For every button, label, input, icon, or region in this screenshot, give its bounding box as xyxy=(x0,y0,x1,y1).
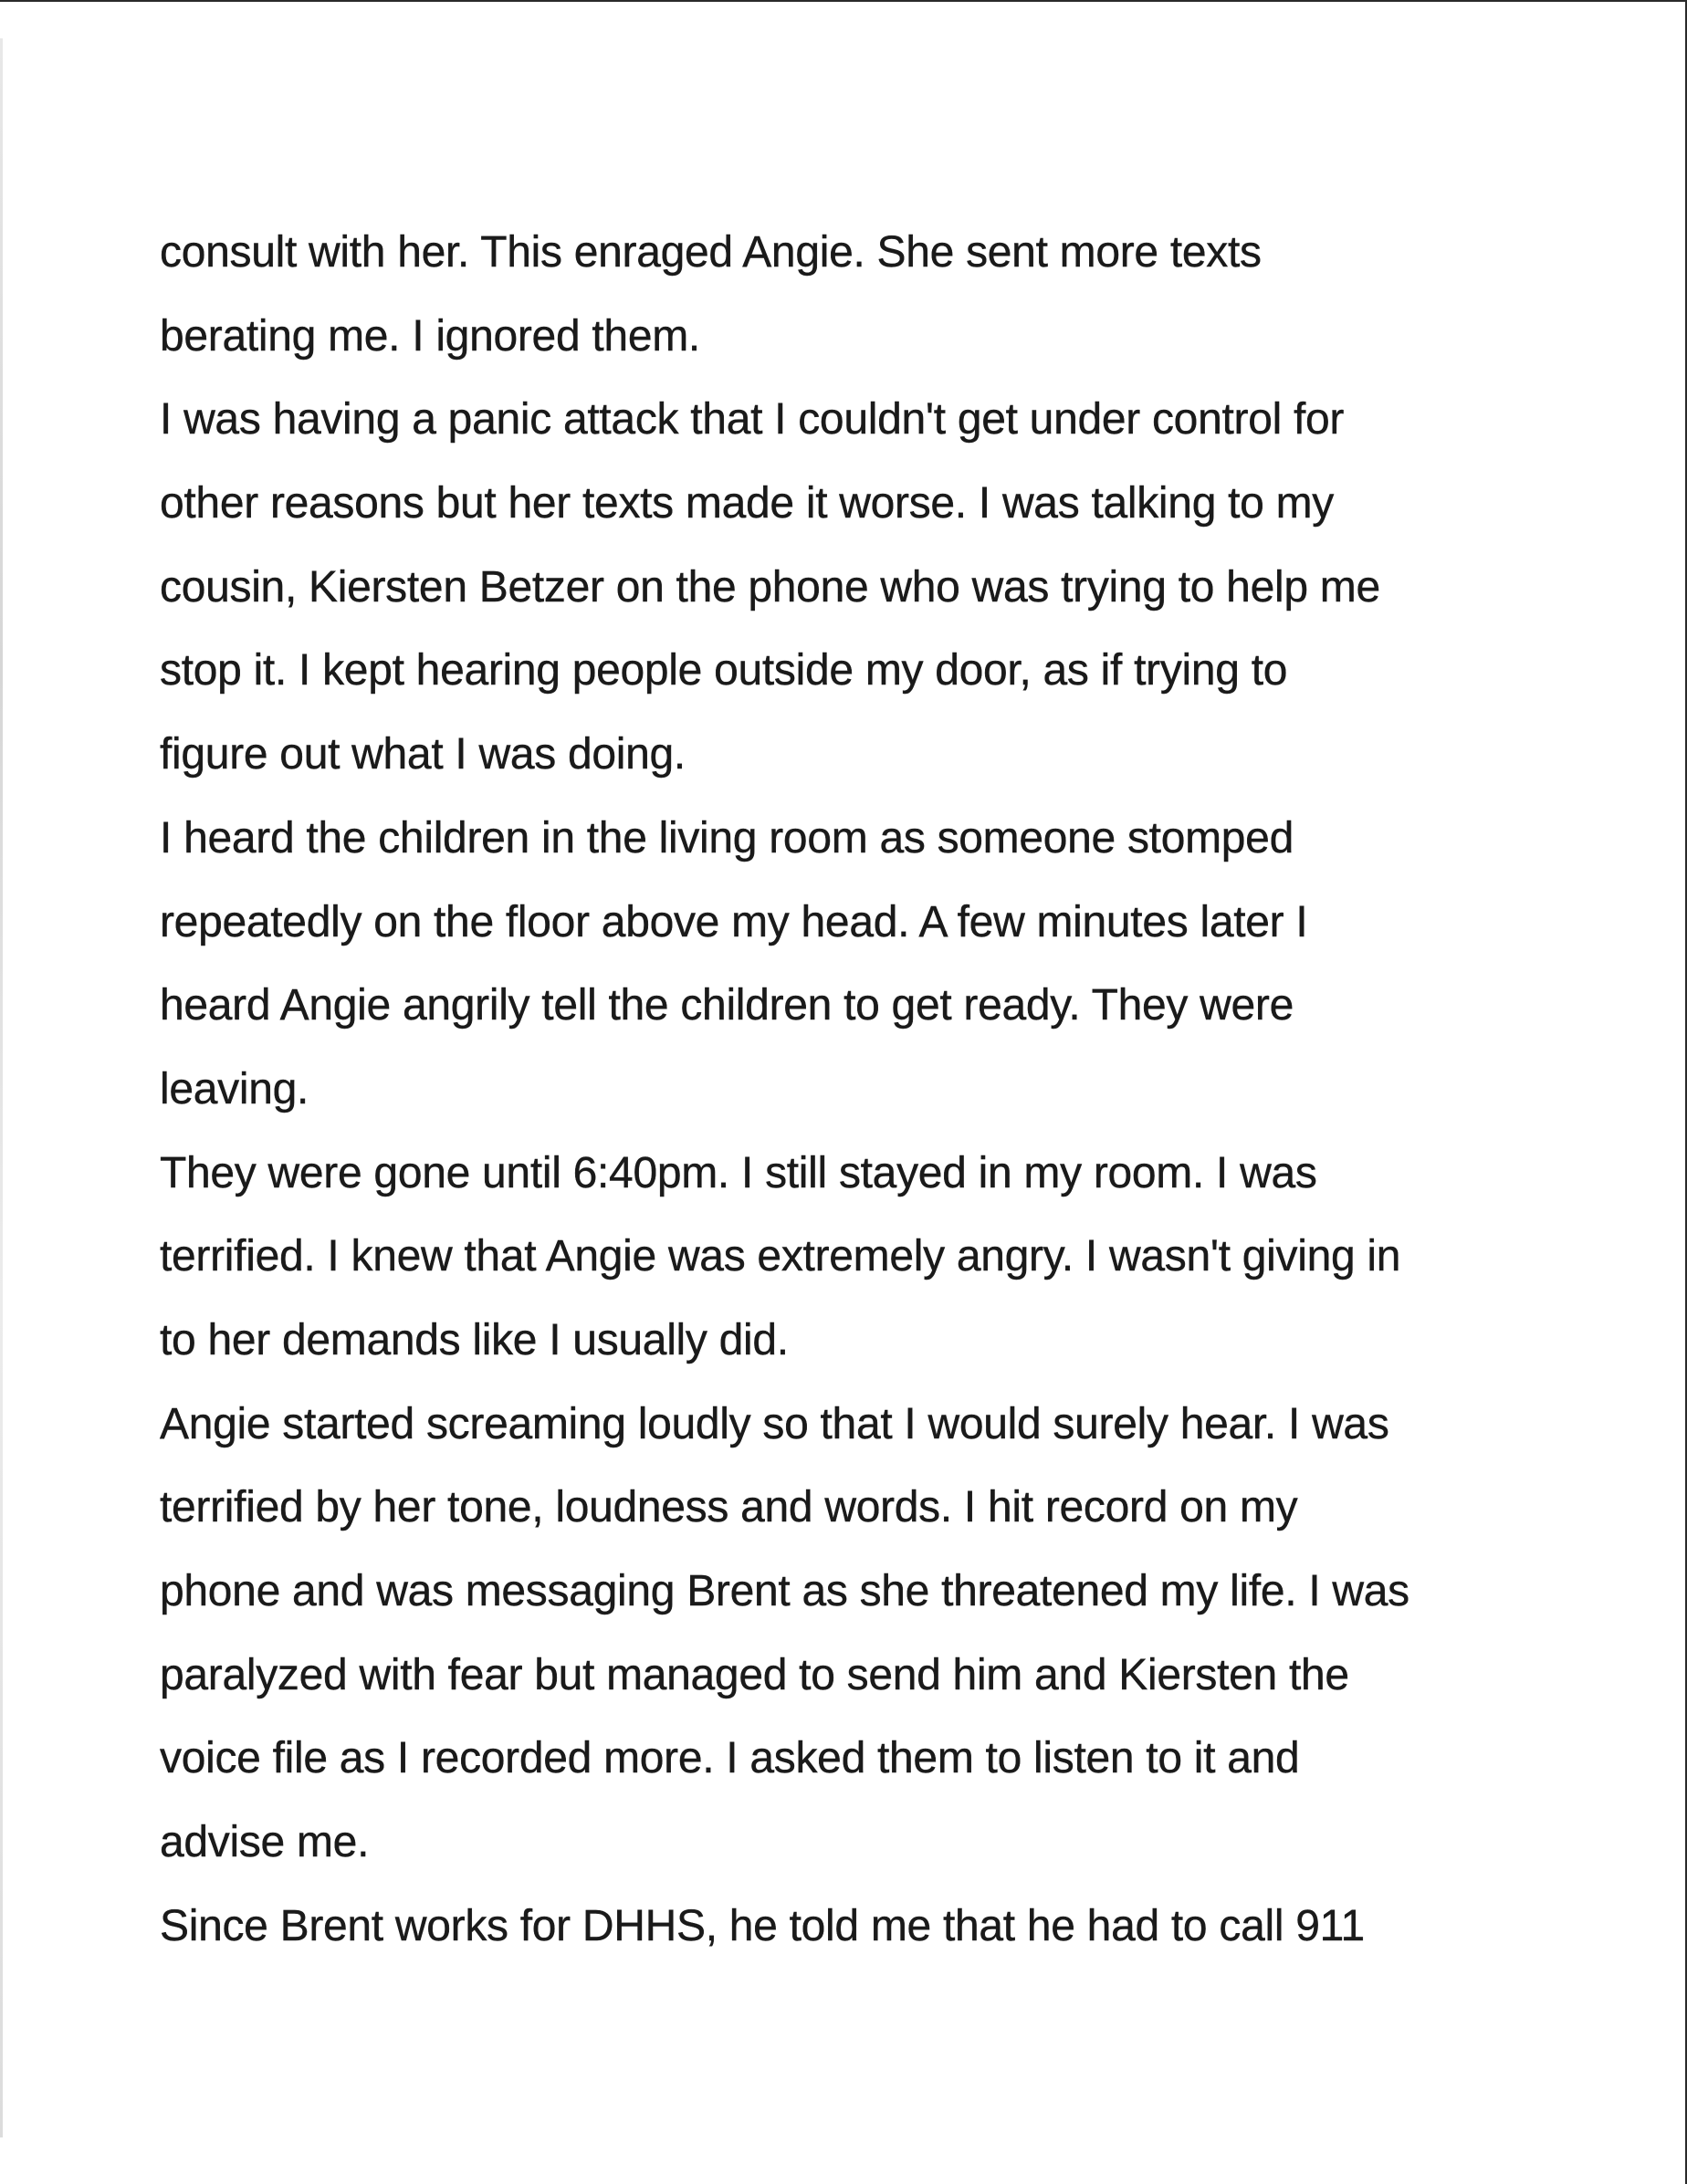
text-line: stop it. I kept hearing people outside my door, as if trying to xyxy=(160,646,1288,695)
text-line: repeatedly on the floor above my head. A few minutes later I xyxy=(160,897,1308,946)
text-line: to her demands like I usually did. xyxy=(160,1315,789,1364)
text-line: paralyzed with fear but managed to send him and Kiersten the xyxy=(160,1650,1349,1699)
document-text-body xyxy=(160,211,1584,1968)
text-line: consult with her. This enraged Angie. She sent more texts xyxy=(160,228,1262,277)
text-line: phone and was messaging Brent as she threatened my life. I was xyxy=(160,1567,1409,1615)
text-line: berating me. I ignored them. xyxy=(160,311,700,361)
text-line: I heard the children in the living room as someone stomped xyxy=(160,813,1294,862)
text-line: I was having a panic attack that I couldn't get under control for xyxy=(160,395,1345,444)
text-line: other reasons but her texts made it worse. I was talking to my xyxy=(160,479,1334,528)
text-line: voice file as I recorded more. I asked them to listen to it and xyxy=(160,1734,1300,1783)
text-line: Since Brent works for DHHS, he told me that he had to call 911 xyxy=(160,1901,1365,1950)
text-line: terrified. I knew that Angie was extremely angry. I wasn't giving in xyxy=(160,1232,1401,1281)
text-line: terrified by her tone, loudness and words. I hit record on my xyxy=(160,1483,1298,1532)
text-line: They were gone until 6:40pm. I still stayed in my room. I was xyxy=(160,1148,1317,1197)
text-line: advise me. xyxy=(160,1818,370,1867)
text-line: figure out what I was doing. xyxy=(160,730,686,779)
scan-edge xyxy=(0,38,3,2137)
text-line: heard Angie angrily tell the children to get ready. They were xyxy=(160,981,1294,1030)
text-line: cousin, Kiersten Betzer on the phone who was trying to help me xyxy=(160,562,1380,611)
text-line: Angie started screaming loudly so that I would surely hear. I was xyxy=(160,1399,1389,1448)
text-line: leaving. xyxy=(160,1064,309,1113)
